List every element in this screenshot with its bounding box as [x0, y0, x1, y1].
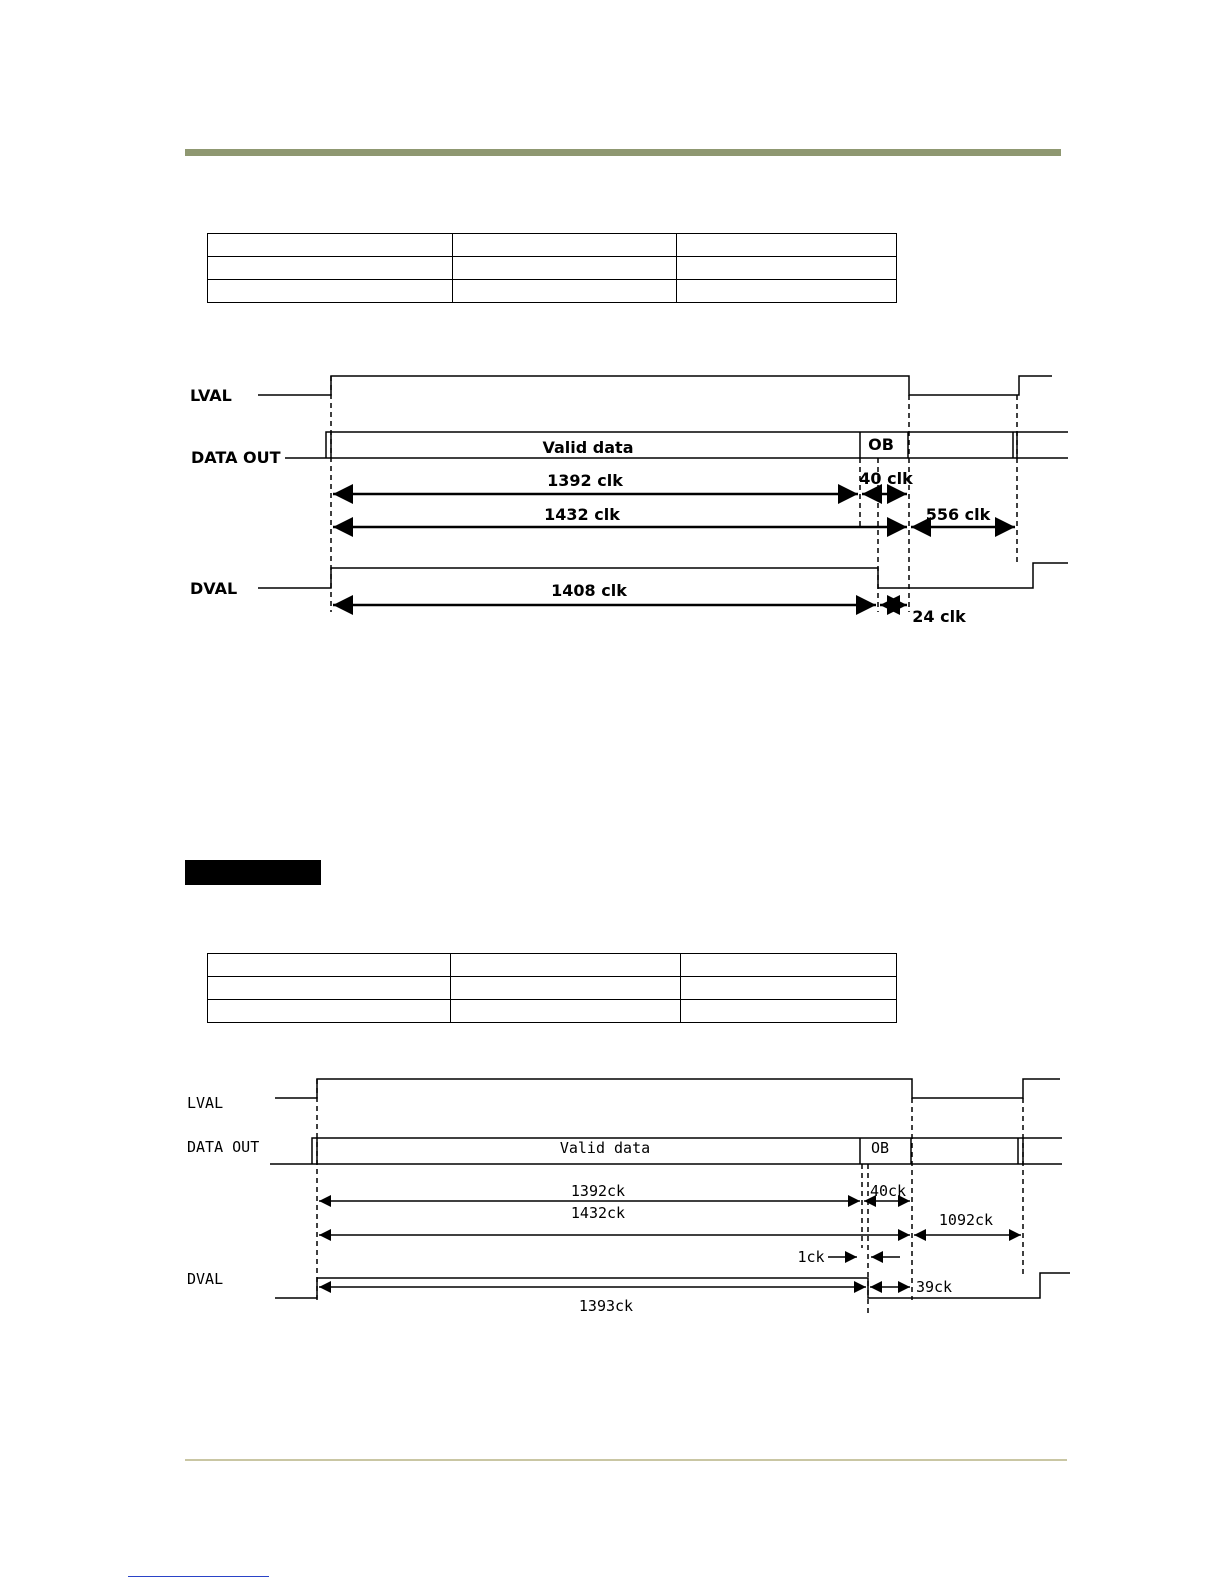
data-out-label: DATA OUT: [191, 448, 281, 467]
data-out-dividers: [317, 1138, 1023, 1164]
lval-waveform: [258, 376, 1052, 395]
blank-dimension-label: 1092ck: [938, 1211, 994, 1229]
valid-data-box: Valid data: [559, 1139, 651, 1157]
data-out-waveform: [326, 432, 1068, 458]
line-dimension-label: 1432 clk: [544, 505, 620, 524]
dval-label: DVAL: [190, 579, 238, 598]
dval-waveform: [258, 563, 1068, 588]
dval-high-dimension-label: 1408 clk: [551, 581, 627, 600]
line-dimension-label: 1432ck: [570, 1204, 626, 1222]
ob-dimension-label: 40ck: [869, 1182, 907, 1200]
valid-dimension-label: 1392ck: [570, 1182, 626, 1200]
dval-tail-dimension-label: 24 clk: [912, 607, 966, 626]
ob-box: OB: [870, 1139, 890, 1157]
dval-tail-dimension-label: 39ck: [915, 1278, 953, 1296]
valid-data-box: Valid data: [542, 438, 634, 457]
dval-label: DVAL: [187, 1270, 224, 1288]
lval-label: LVAL: [190, 386, 232, 405]
data-out-waveform: [312, 1138, 1062, 1164]
footer-link-underline: [128, 1576, 269, 1577]
valid-dimension-label: 1392 clk: [547, 471, 623, 490]
lval-label: LVAL: [187, 1094, 224, 1112]
lval-waveform: [275, 1079, 1060, 1098]
ob-box: OB: [868, 435, 894, 454]
timing-diagram-1: [190, 376, 1068, 626]
footer-rule: [185, 1459, 1067, 1461]
timing-diagram-2: [187, 1079, 1070, 1315]
data-out-dividers: [331, 432, 1017, 458]
ob-dimension-label: 40 clk: [859, 469, 913, 488]
blank-dimension-label: 556 clk: [925, 505, 991, 524]
data-out-label: DATA OUT: [187, 1138, 260, 1156]
dval-high-dimension-label: 1393ck: [578, 1297, 634, 1315]
delay-dimension-label: 1ck: [797, 1248, 825, 1266]
